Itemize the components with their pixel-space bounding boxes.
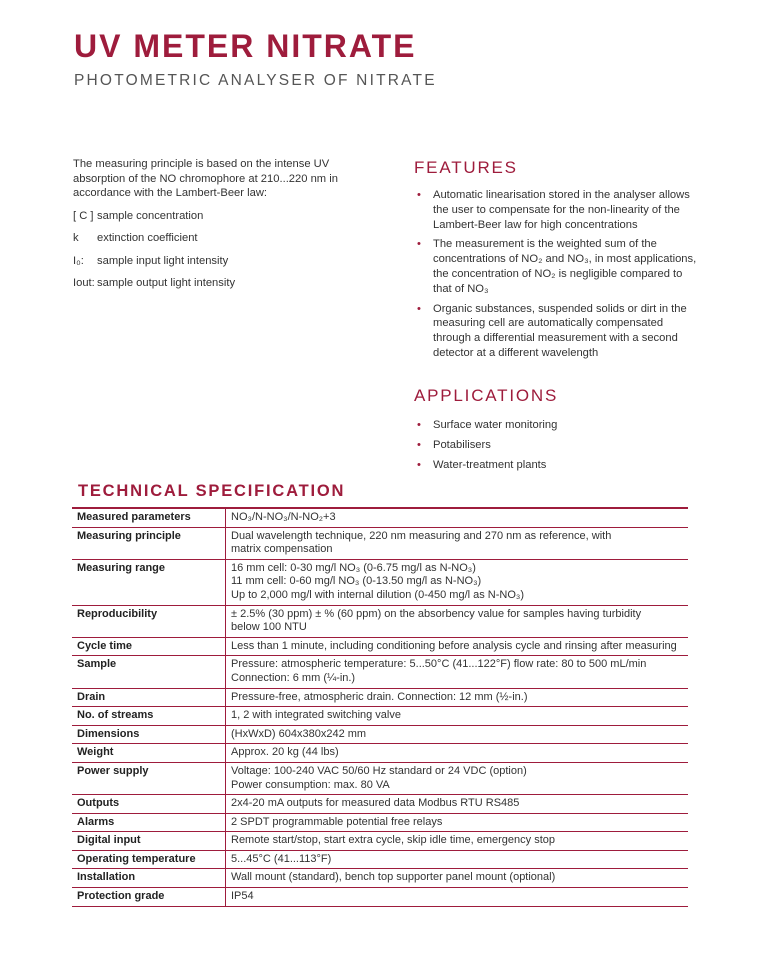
spec-label: Measuring principle — [72, 527, 226, 559]
spec-label: Drain — [72, 688, 226, 707]
spec-row — [72, 637, 688, 656]
spec-value-line: Less than 1 minute, including conditioning before analysis cycle and rinsing after measuring — [231, 639, 677, 652]
spec-value — [226, 744, 689, 763]
spec-value-line: IP54 — [231, 890, 254, 903]
spec-label: No. of streams — [72, 707, 226, 726]
applications-item: • Surface water monitoring — [414, 418, 704, 433]
definition-item — [73, 209, 373, 224]
definition-term: k — [73, 232, 79, 244]
spec-heading: TECHNICAL SPECIFICATION — [78, 482, 346, 500]
spec-row — [72, 508, 688, 527]
spec-value-line: matrix compensation — [231, 543, 333, 556]
spec-value — [226, 725, 689, 744]
spec-value — [226, 605, 689, 637]
spec-row — [72, 888, 688, 907]
spec-label: Sample — [72, 656, 226, 688]
spec-row — [72, 559, 688, 605]
spec-label: Measured parameters — [72, 508, 226, 527]
spec-value-line: Voltage: 100-240 VAC 50/60 Hz standard or 24 VDC (option) — [231, 764, 527, 777]
spec-label: Reproducibility — [72, 605, 226, 637]
features-item: • The measurement is the weighted sum of the concentrations of NO₂ and NO₃, in most applications, the concentration of NO₂ is negligible compared to that of NO₃ — [414, 237, 704, 296]
definition-term: Iout: — [73, 277, 95, 289]
page-subtitle: PHOTOMETRIC ANALYSER OF NITRATE — [74, 72, 437, 89]
spec-value-line: NO₃/N-NO₃/N-NO₂+3 — [231, 511, 336, 523]
features-item: • Organic substances, suspended solids or dirt in the measuring cell are automatically compensated through a differential measurement with a second detector at a different wavelength — [414, 302, 704, 361]
spec-value-line: 2x4-20 mA outputs for measured data Modbus RTU RS485 — [231, 797, 520, 810]
spec-value — [226, 508, 689, 527]
spec-value — [226, 527, 689, 559]
spec-table — [72, 507, 688, 907]
definition-item — [73, 276, 373, 291]
definition-item — [73, 254, 373, 269]
spec-value-line: Up to 2,000 mg/l with internal dilution (0-450 mg/l as N-NO₃) — [231, 588, 525, 601]
spec-value-line: 1, 2 with integrated switching valve — [231, 709, 401, 722]
spec-value — [226, 832, 689, 851]
spec-value-line: Dual wavelength technique, 220 nm measuring and 270 nm as reference, with — [231, 529, 612, 542]
applications-item: • Potabilisers — [414, 438, 704, 453]
spec-label: Outputs — [72, 795, 226, 814]
applications-list — [414, 418, 704, 477]
spec-row — [72, 744, 688, 763]
spec-label: Installation — [72, 869, 226, 888]
features-list — [414, 188, 704, 366]
definition-desc: sample concentration — [97, 209, 204, 222]
spec-row — [72, 832, 688, 851]
definition-desc: extinction coefficient — [97, 232, 198, 244]
spec-value — [226, 795, 689, 814]
features-heading: FEATURES — [414, 158, 518, 177]
spec-row — [72, 795, 688, 814]
intro-section — [73, 157, 373, 299]
spec-label: Protection grade — [72, 888, 226, 907]
spec-value — [226, 813, 689, 832]
spec-label: Digital input — [72, 832, 226, 851]
spec-row — [72, 527, 688, 559]
spec-value — [226, 707, 689, 726]
spec-row — [72, 869, 688, 888]
spec-row — [72, 813, 688, 832]
spec-row — [72, 656, 688, 688]
spec-value — [226, 559, 689, 605]
spec-row — [72, 688, 688, 707]
applications-item: • Water-treatment plants — [414, 458, 704, 473]
spec-value — [226, 850, 689, 869]
spec-row — [72, 850, 688, 869]
spec-value — [226, 869, 689, 888]
definition-list — [73, 209, 373, 291]
spec-label: Cycle time — [72, 637, 226, 656]
spec-value-line: 16 mm cell: 0-30 mg/l NO₃ (0-6.75 mg/l as N-NO₃) — [231, 561, 476, 574]
spec-value — [226, 637, 689, 656]
spec-label: Dimensions — [72, 725, 226, 744]
features-item: • Automatic linearisation stored in the analyser allows the user to compensate for the non-linearity of the Lambert-Beer law for high concentrations — [414, 188, 704, 232]
spec-label: Operating temperature — [72, 850, 226, 869]
spec-value-line: Power consumption: max. 80 VA — [231, 778, 390, 791]
spec-label: Measuring range — [72, 559, 226, 605]
spec-row — [72, 725, 688, 744]
applications-heading: APPLICATIONS — [414, 386, 559, 405]
spec-value — [226, 688, 689, 707]
spec-value-line: Pressure: atmospheric temperature: 5...50°C (41...122°F) flow rate: 80 to 500 mL/min — [231, 658, 647, 671]
spec-value-line: Approx. 20 kg (44 lbs) — [231, 746, 339, 759]
spec-value-line: Pressure-free, atmospheric drain. Connection: 12 mm (½-in.) — [231, 690, 528, 703]
intro-paragraph: The measuring principle is based on the intense UV absorption of the NO chromophore at 210...220 nm in accordance with the Lambert-Beer law: — [73, 158, 338, 199]
spec-value — [226, 888, 689, 907]
page-title: UV METER NITRATE — [74, 28, 417, 64]
spec-row — [72, 605, 688, 637]
spec-value — [226, 656, 689, 688]
definition-item — [73, 231, 373, 246]
spec-value-line: Connection: 6 mm (¼-in.) — [231, 671, 356, 684]
definition-term: [ C ] — [73, 209, 94, 222]
spec-value-line: 5...45°C (41...113°F) — [231, 852, 332, 865]
spec-value-line: Remote start/stop, start extra cycle, skip idle time, emergency stop — [231, 834, 556, 847]
spec-value-line: below 100 NTU — [231, 621, 307, 634]
spec-value-line: (HxWxD) 604x380x242 mm — [231, 727, 367, 740]
spec-value-line: Wall mount (standard), bench top supporter panel mount (optional) — [231, 871, 556, 884]
spec-label: Weight — [72, 744, 226, 763]
spec-row — [72, 707, 688, 726]
definition-desc: sample input light intensity — [97, 254, 229, 267]
spec-value-line: 11 mm cell: 0-60 mg/l NO₃ (0-13.50 mg/l as N-NO₃) — [231, 575, 482, 588]
spec-row — [72, 762, 688, 794]
definition-desc: sample output light intensity — [97, 277, 236, 289]
spec-label: Power supply — [72, 762, 226, 794]
spec-value-line: 2 SPDT programmable potential free relays — [231, 815, 443, 828]
spec-value — [226, 762, 689, 794]
spec-value-line: ± 2.5% (30 ppm) ± % (60 ppm) on the absorbency value for samples having turbidity — [231, 607, 642, 620]
spec-label: Alarms — [72, 813, 226, 832]
definition-term: I₀: — [73, 254, 84, 267]
